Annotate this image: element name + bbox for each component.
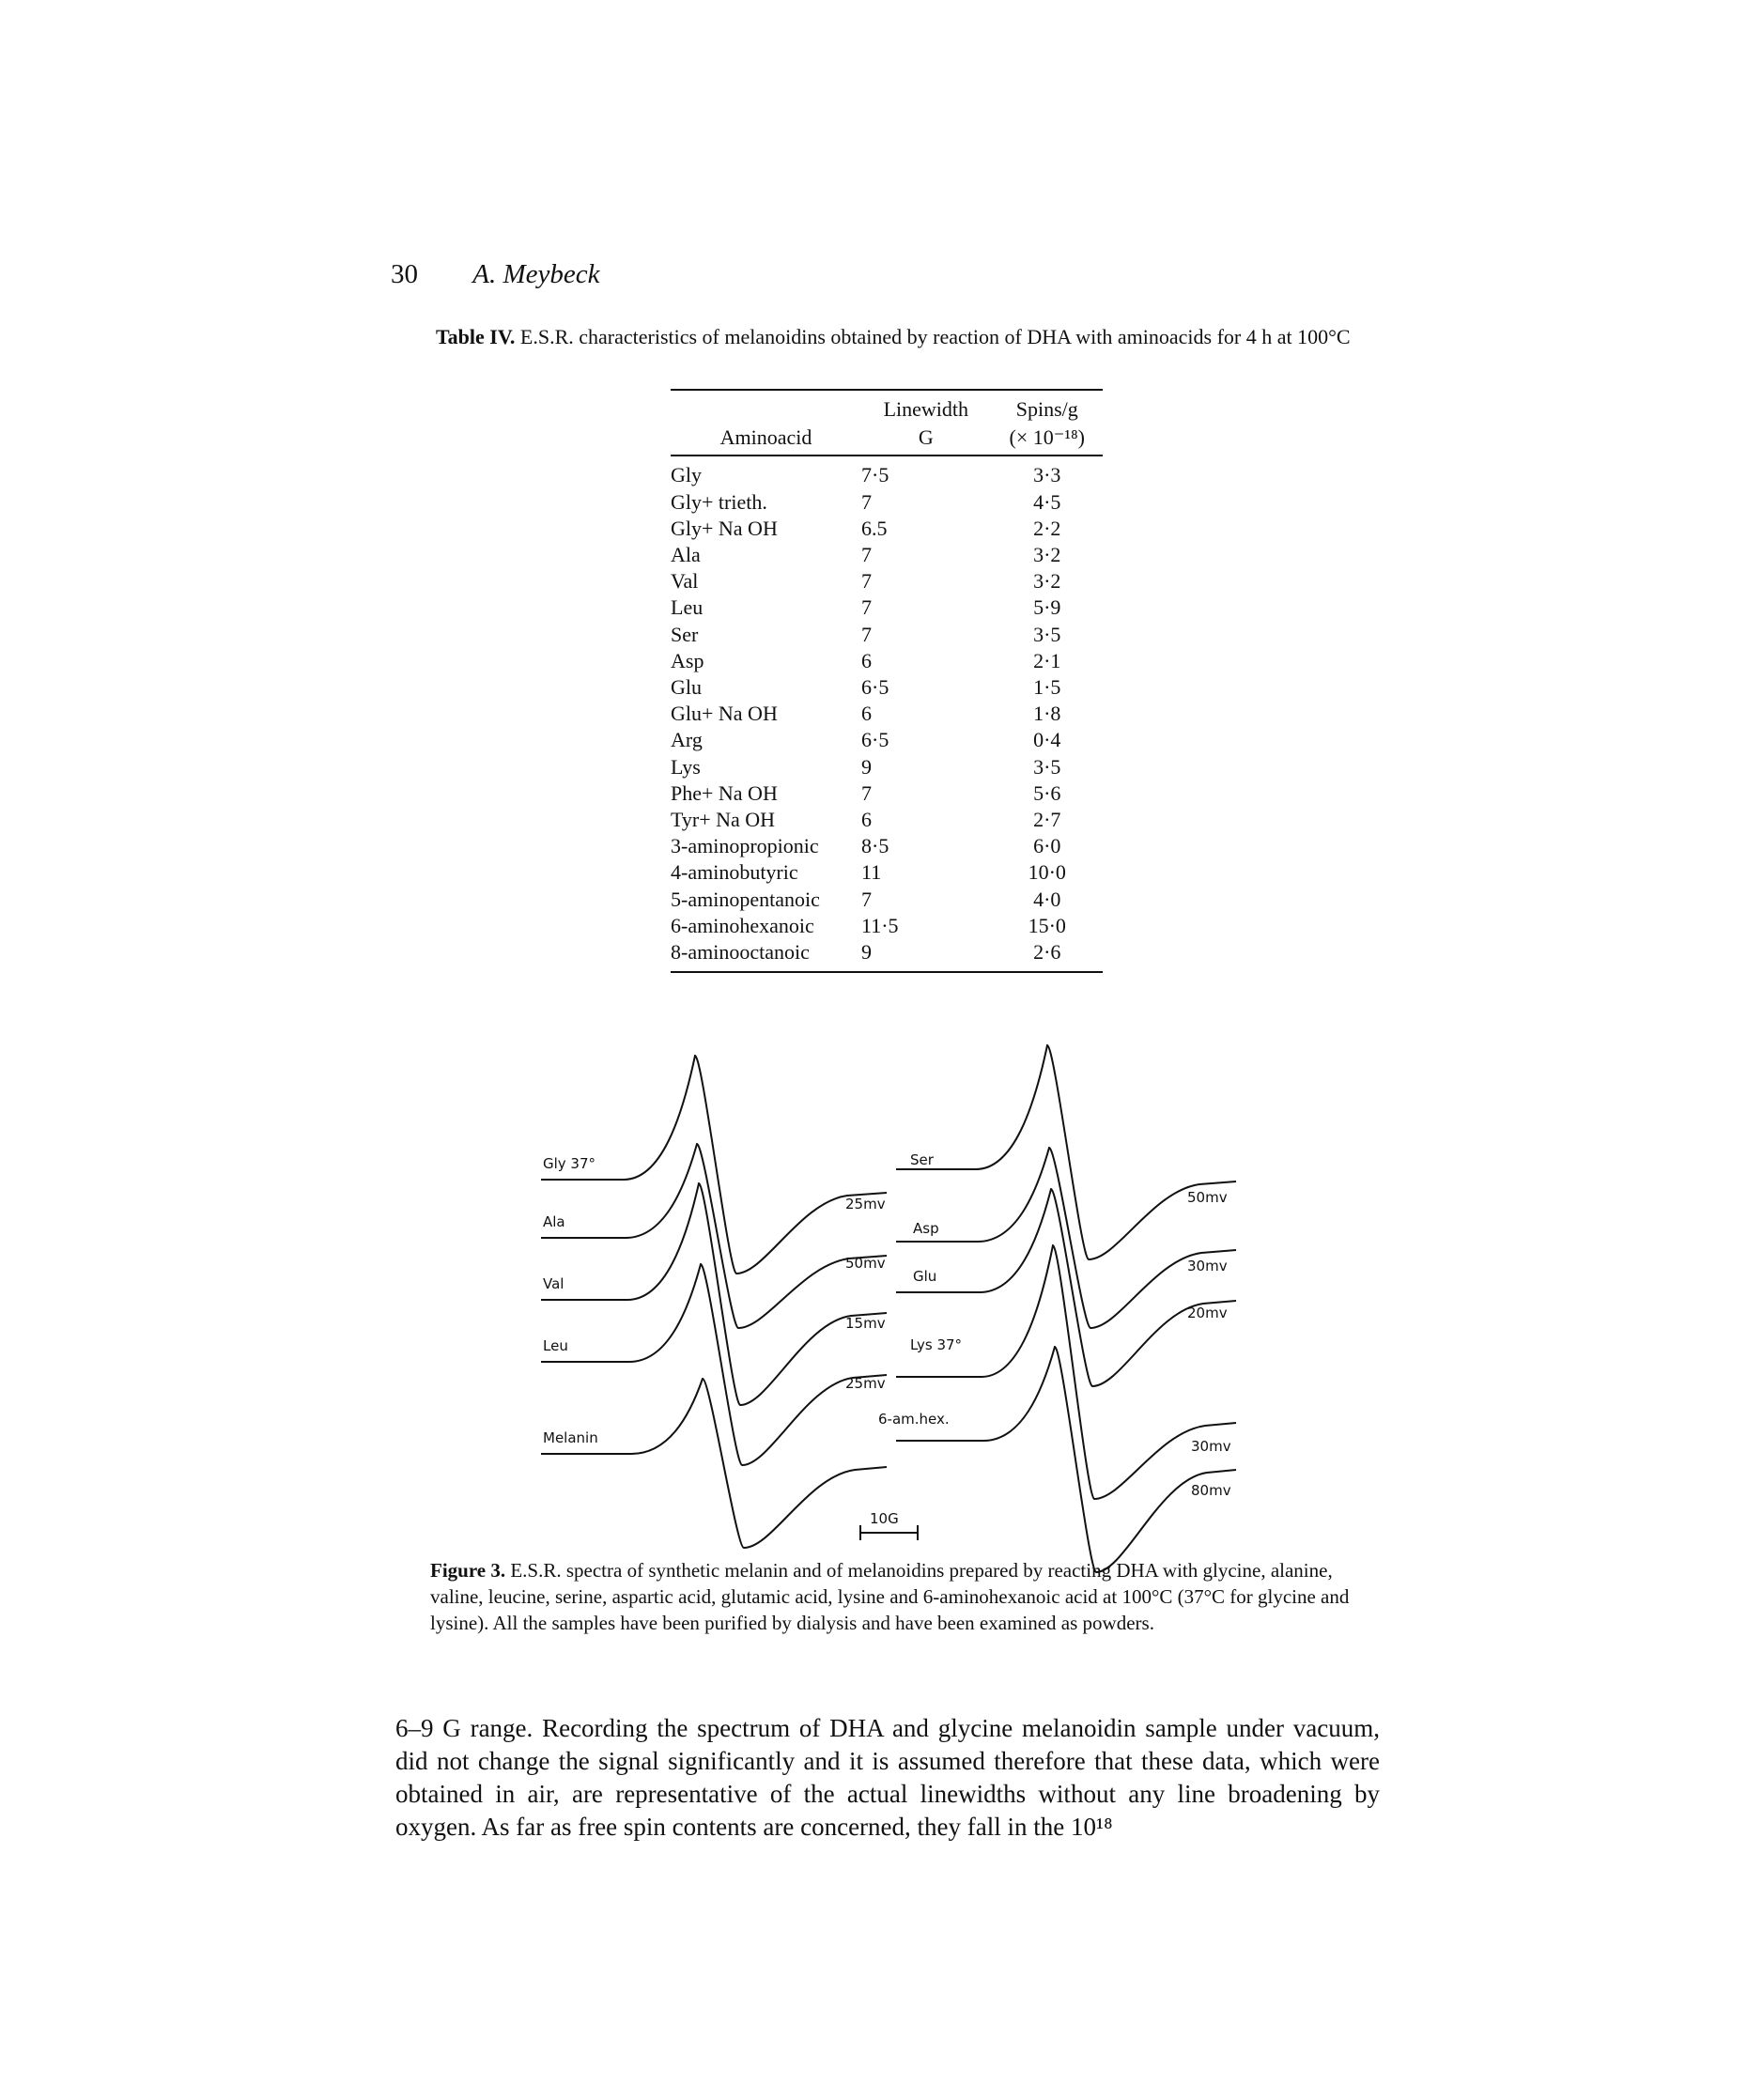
aminoacid-cell: Glu+ Na OH: [671, 702, 778, 726]
right-amplitude-label: 80mv: [1191, 1482, 1231, 1499]
linewidth-cell: 9: [861, 939, 992, 972]
col-spins-header: Spins/g: [992, 390, 1103, 424]
spins-cell: 4·5: [1033, 489, 1061, 514]
linewidth-cell: 9: [861, 754, 873, 779]
linewidth-cell: 6·5: [861, 728, 889, 752]
aminoacid-cell: Tyr+ Na OH: [671, 808, 776, 832]
linewidth-cell: 7: [861, 595, 873, 620]
spins-cell: 2·1: [1033, 648, 1061, 672]
right-trace-label: Lys 37°: [910, 1336, 963, 1353]
col-spins-unit: (× 10⁻¹⁸): [992, 424, 1103, 456]
spins-cell: 2·7: [1033, 808, 1061, 832]
figure-caption: [430, 1557, 1379, 1636]
linewidth-cell: 11: [861, 860, 882, 885]
aminoacid-cell: 3-aminopropionic: [671, 834, 819, 858]
spins-cell: 3·3: [1033, 463, 1061, 487]
aminoacid-cell: Arg: [671, 728, 703, 752]
left-trace-label: Val: [543, 1275, 564, 1292]
scale-bar-label: 10G: [870, 1510, 899, 1527]
spins-cell: 3·5: [1033, 622, 1061, 646]
right-trace-label: Asp: [913, 1220, 939, 1237]
spins-cell: 3·2: [1033, 543, 1061, 567]
left-amplitude-label: 25mv: [845, 1375, 886, 1392]
spins-cell: 10·0: [1028, 860, 1066, 885]
right-trace: [896, 1347, 1236, 1572]
aminoacid-cell: Gly+ Na OH: [671, 516, 778, 540]
figure-caption-text: E.S.R. spectra of synthetic melanin and of melanoidins prepared by reacting DHA with glycine, alanine, valine, leucine, serine, aspartic acid, glutamic acid, lysine and 6-aminohexanoic acid at 100°C (37°C for glycine and lysine). All the samples have been purified by dialysis and have been examined as powders.: [430, 1559, 1350, 1634]
aminoacid-cell: Gly+ trieth.: [671, 489, 767, 514]
aminoacid-cell: 8-aminooctanoic: [671, 939, 861, 972]
left-amplitude-label: 50mv: [845, 1255, 886, 1272]
linewidth-cell: 6: [861, 648, 873, 672]
spins-cell: 0·4: [1033, 728, 1061, 752]
aminoacid-cell: 5-aminopentanoic: [671, 887, 820, 911]
linewidth-cell: 7: [861, 569, 873, 594]
table-label: Table IV.: [436, 325, 516, 348]
spins-cell: 1·8: [1033, 702, 1061, 726]
left-trace-label: Gly 37°: [543, 1155, 596, 1172]
right-amplitude-label: 30mv: [1187, 1258, 1228, 1274]
aminoacid-cell: Phe+ Na OH: [671, 780, 778, 805]
linewidth-cell: 7: [861, 622, 873, 646]
left-trace-label: Leu: [543, 1337, 568, 1354]
left-trace-label: Ala: [543, 1213, 565, 1230]
spins-cell: 2·2: [1033, 516, 1061, 540]
left-amplitude-label: 15mv: [845, 1315, 886, 1332]
linewidth-cell: 8·5: [861, 834, 889, 858]
scale-bar: [860, 1525, 918, 1540]
table-caption-text: E.S.R. characteristics of melanoidins obtained by reaction of DHA with aminoacids for 4 h at 100°C: [515, 325, 1351, 348]
linewidth-cell: 11·5: [861, 913, 899, 937]
aminoacid-cell: Ala: [671, 543, 701, 567]
spins-cell: 5·9: [1033, 595, 1061, 620]
right-trace-label: Ser: [910, 1151, 934, 1168]
spins-cell: 4·0: [1033, 887, 1061, 911]
col-linewidth-unit: G: [861, 424, 992, 456]
right-trace: [896, 1245, 1236, 1499]
spins-cell: 6·0: [1033, 834, 1061, 858]
aminoacid-cell: 6-aminohexanoic: [671, 913, 814, 937]
linewidth-cell: 7: [861, 780, 873, 805]
linewidth-cell: 6·5: [861, 675, 889, 700]
figure-label: Figure 3.: [430, 1559, 506, 1582]
aminoacid-cell: Glu: [671, 675, 702, 700]
right-trace-label: 6-am.hex.: [878, 1411, 950, 1428]
linewidth-cell: 7: [861, 543, 873, 567]
aminoacid-cell: Ser: [671, 622, 699, 646]
linewidth-cell: 7: [861, 489, 873, 514]
col-aminoacid-header: Aminoacid: [671, 424, 861, 456]
spins-cell: 3·5: [1033, 754, 1061, 779]
left-amplitude-label: 25mv: [845, 1196, 886, 1212]
right-amplitude-label: 30mv: [1191, 1438, 1231, 1455]
aminoacid-cell: Leu: [671, 595, 704, 620]
running-author: A. Meybeck: [472, 259, 600, 289]
page-number: 30: [391, 259, 418, 289]
left-trace-label: Melanin: [543, 1429, 598, 1446]
right-trace: [896, 1045, 1236, 1259]
linewidth-cell: 6: [861, 808, 873, 832]
spins-cell: 1·5: [1033, 675, 1061, 700]
spins-cell: 5·6: [1033, 780, 1061, 805]
body-paragraph: 6–9 G range. Recording the spectrum of DHA and glycine melanoidin sample under vacuum, did not change the signal significantly and it is assumed therefore that these data, which were obtained in air, are representative of the actual linewidths without any line broadening by oxygen. As far as free spin contents are concerned, they fall in the 10¹⁸: [395, 1714, 1380, 1841]
left-trace: [541, 1379, 887, 1548]
aminoacid-cell: Gly: [671, 463, 702, 487]
spins-cell: 2·6: [992, 939, 1103, 972]
aminoacid-cell: Asp: [671, 648, 704, 672]
right-trace: [896, 1148, 1236, 1328]
right-amplitude-label: 20mv: [1187, 1305, 1228, 1321]
right-amplitude-label: 50mv: [1187, 1189, 1228, 1206]
spins-cell: 15·0: [1028, 913, 1066, 937]
linewidth-cell: 6.5: [861, 516, 888, 540]
linewidth-cell: 7: [861, 887, 873, 911]
aminoacid-cell: 4-aminobutyric: [671, 860, 798, 885]
aminoacid-cell: Lys: [671, 754, 701, 779]
aminoacid-cell: Val: [671, 569, 699, 594]
spins-cell: 3·2: [1033, 569, 1061, 594]
col-linewidth-header: Linewidth: [861, 390, 992, 424]
right-trace-label: Glu: [913, 1268, 937, 1285]
linewidth-cell: 7·5: [861, 463, 889, 487]
linewidth-cell: 6: [861, 702, 873, 726]
